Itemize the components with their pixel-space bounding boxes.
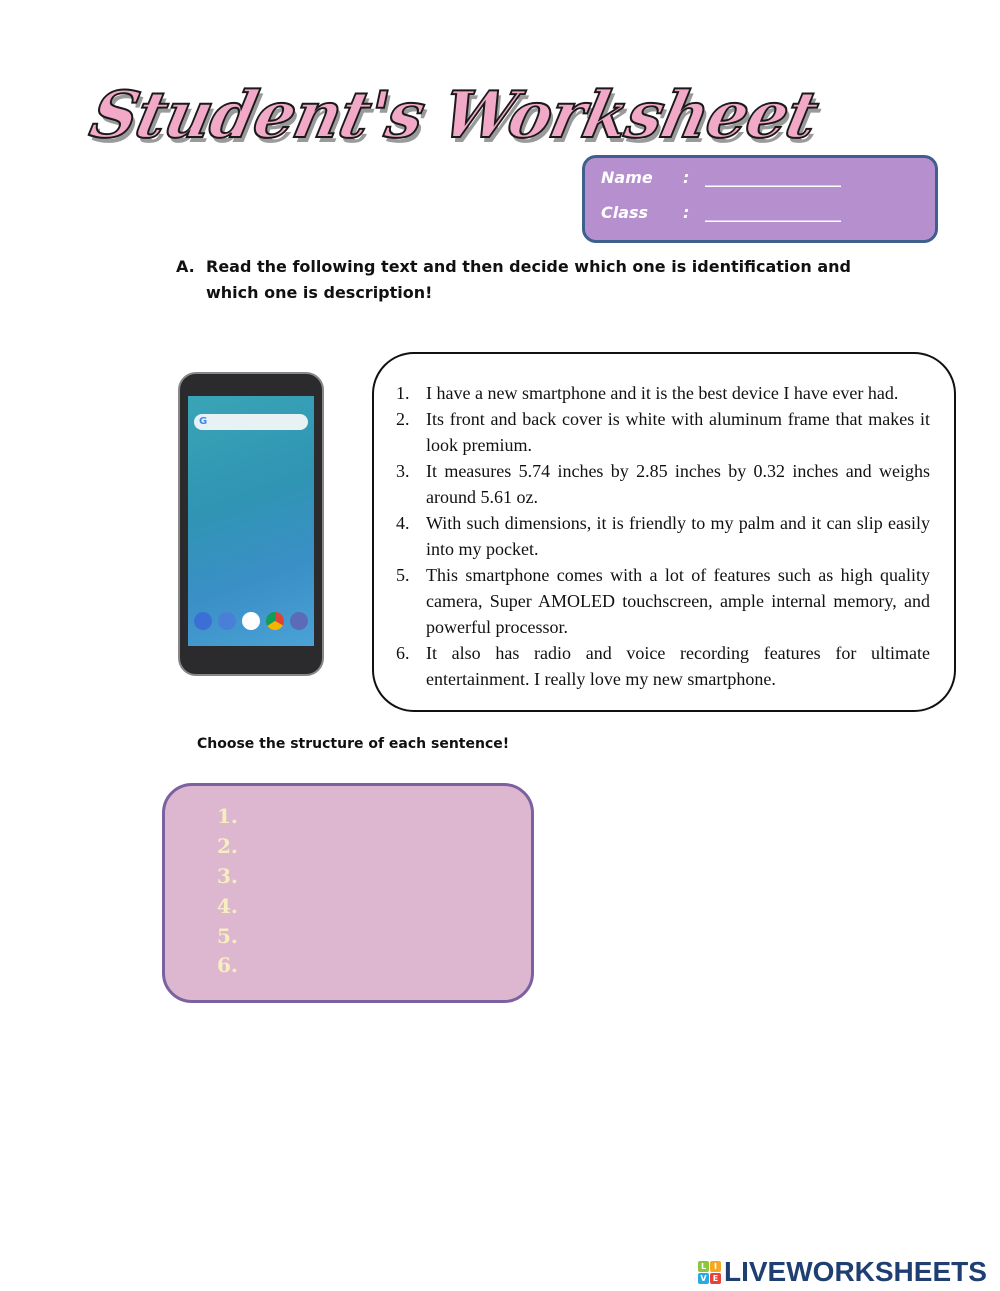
text-item: [396, 380, 930, 406]
section-a-instruction: [176, 254, 896, 306]
item-text: This smartphone comes with a lot of features such as high quality camera, Super AMOLED touchscreen, ample internal memory, and powerful processor.: [426, 565, 930, 637]
logo-cube: L: [698, 1261, 709, 1272]
class-blank-line[interactable]: _________________: [705, 203, 841, 222]
text-item: [396, 562, 930, 640]
logo-cube: I: [710, 1261, 721, 1272]
logo-text: LIVEWORKSHEETS: [724, 1256, 987, 1287]
name-row: [601, 168, 841, 187]
answer-box: [162, 783, 534, 1003]
item-text: With such dimensions, it is friendly to my palm and it can slip easily into my pocket.: [426, 513, 930, 559]
chrome-app-icon: [266, 612, 284, 630]
answer-slot-4[interactable]: 4.: [217, 894, 238, 918]
camera-app-icon: [290, 612, 308, 630]
name-class-box: [582, 155, 938, 243]
item-number: 6.: [396, 643, 410, 663]
phone-app-icon: [194, 612, 212, 630]
answer-slot-3[interactable]: 3.: [217, 864, 238, 888]
item-text: Its front and back cover is white with aluminum frame that makes it look premium.: [426, 409, 930, 455]
gmail-app-icon: [242, 612, 260, 630]
class-row: [601, 203, 841, 222]
item-number: 4.: [396, 513, 410, 533]
reading-text-box: [372, 352, 956, 712]
item-number: 2.: [396, 409, 410, 429]
instruction-text: Read the following text and then decide which one is identification and which one is description!: [206, 257, 851, 302]
reading-text-list: [396, 380, 930, 692]
name-label: Name: [601, 168, 653, 187]
name-colon: :: [683, 168, 690, 187]
class-label: Class: [601, 203, 649, 222]
text-item: [396, 458, 930, 510]
worksheet-title: Student's Worksheet: [84, 78, 824, 153]
name-blank-line[interactable]: _________________: [705, 168, 841, 187]
answer-slot-1[interactable]: 1.: [217, 804, 238, 828]
item-text: It also has radio and voice recording features for ultimate entertainment. I really love my new smartphone.: [426, 643, 930, 689]
answer-slot-6[interactable]: 6.: [217, 953, 238, 977]
google-search-bar: G: [194, 414, 308, 430]
item-text: I have a new smartphone and it is the best device I have ever had.: [426, 383, 899, 403]
item-text: It measures 5.74 inches by 2.85 inches by 0.32 inches and weighs around 5.61 oz.: [426, 461, 930, 507]
answer-slot-2[interactable]: 2.: [217, 834, 238, 858]
item-number: 3.: [396, 461, 410, 481]
section-letter: A.: [176, 257, 195, 276]
choose-structure-instruction: Choose the structure of each sentence!: [197, 736, 510, 752]
liveworksheets-logo: [698, 1256, 987, 1288]
messages-app-icon: [218, 612, 236, 630]
answer-slot-5[interactable]: 5.: [217, 924, 238, 948]
logo-cube: V: [698, 1273, 709, 1284]
class-colon: :: [683, 203, 690, 222]
phone-screen: [188, 396, 314, 646]
text-item: [396, 640, 930, 692]
logo-cube: E: [710, 1273, 721, 1284]
smartphone-image: [178, 372, 324, 676]
app-dock: [194, 612, 308, 632]
text-item: [396, 510, 930, 562]
text-item: [396, 406, 930, 458]
item-number: 1.: [396, 383, 410, 403]
item-number: 5.: [396, 565, 410, 585]
logo-cubes-icon: [698, 1261, 721, 1284]
